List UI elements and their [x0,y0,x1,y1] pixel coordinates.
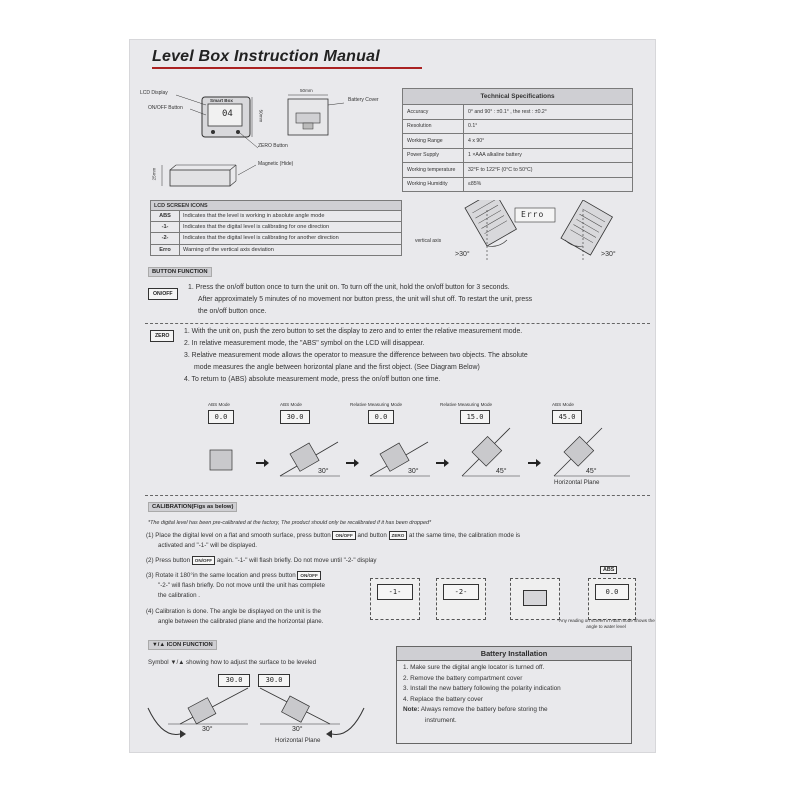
icon-function-angle: 30° [202,726,213,733]
device-front-diagram [140,85,379,195]
onoff-text: 1. Press the on/off button once to turn the unit on. To turn off the unit, hold the on/off button for 3 seconds. [188,284,510,291]
mode-angle: 30° [318,468,329,475]
zero-button-label: ZERO Button [258,143,288,149]
mode-label: ABS Mode [208,402,230,407]
spec-label: Working Humidity [403,177,464,192]
calibration-step-2: (2) Press button ON/OFF again. "-1-" will flash briefly. Do not move until "-2-" display [146,557,377,564]
erro-screen-text: Erro [521,210,545,219]
spec-value: 0.1° [464,119,633,134]
calibration-step-1b: activated and "-1-" will be displayed. [158,542,257,549]
horizontal-plane-label: Horizontal Plane [554,479,600,486]
calibration-screen: -2- [443,584,479,600]
battery-step: 3. Install the new battery following the polarity indication [403,685,561,693]
lcd-icon-text: Warning of the vertical axis deviation [180,244,402,255]
title-underline [152,67,422,69]
lcd-icon-text: Indicates that the digital level is calibrating for one direction [180,222,402,233]
manual-title: Level Box Instruction Manual [152,48,380,65]
onoff-text-2: After approximately 5 minutes of no movement nor button press, the unit will shut off. To restart the unit, press [198,296,533,303]
calibration-figure-4 [588,578,636,620]
tech-specs [402,88,633,192]
icon-function-title: ▼/▲ ICON FUNCTION [148,640,217,650]
mode-label: Relative Measuring Mode [440,402,493,407]
spec-label: Working temperature [403,163,464,178]
dim-top-label: 50mm [300,88,313,93]
battery-note-2: instrument. [425,716,457,724]
calibration-figure-1 [370,578,420,620]
battery-note: Note: Always remove the battery before storing the [403,706,548,714]
icon-function-reading: 30.0 [218,674,250,687]
zero-item: 3. Relative measurement mode allows the operator to measure the difference between two objects. The absolute [184,352,528,359]
onoff-text-3: the on/off button once. [198,308,267,315]
calibration-step-4: (4) Calibration is done. The angle be displayed on the unit is the [146,608,321,615]
lcd-icon-text: Indicates that the level is working in absolute angle mode [180,211,402,222]
manual-sheet [130,40,655,752]
mode-label: Relative Measuring Mode [350,402,403,407]
magnetic-label: Magnetic (Hide) [258,161,294,167]
dim-side-label: 50mm [258,109,264,123]
spec-row [403,119,633,134]
section-divider [145,323,650,324]
lcd-icon: Erro [151,244,180,255]
erro-angle-left: >30° [455,251,470,258]
lcd-icon: ABS [151,211,180,222]
mode-angle: 45° [496,468,507,475]
dim-depth-label: 25mm [151,167,157,181]
calibration-title: CALIBRATION(Figs as below) [148,502,237,512]
battery-cover-label: Battery Cover [348,97,379,103]
onoff-inline-button: ON/OFF [332,531,355,540]
zero-item: 2. In relative measurement mode, the "ABS" symbol on the LCD will disappear. [184,340,425,347]
zero-item: mode measures the angle between horizontal plane and the first object. (See Diagram Below) [194,364,480,371]
device-front-drawing [140,85,350,195]
calibration-figure-2 [436,578,486,620]
battery-step: 1. Make sure the digital angle locator is turned off. [403,664,545,671]
icon-function-reading: 30.0 [258,674,290,687]
battery-title: Battery Installation [397,647,631,661]
battery-step: 4. Replace the battery cover [403,695,483,703]
zero-inline-button: ZERO [389,531,408,540]
spec-row [403,177,633,192]
erro-diagram [415,200,645,270]
lcd-icon: -1- [151,222,180,233]
onoff-button-icon: ON/OFF [148,288,178,300]
icon-function-diagram [140,668,375,748]
mode-reading: 0.0 [208,410,234,424]
calibration-step-3: (3) Rotate it 180°in the same location and press button ON/OFF [146,571,386,581]
lcd-icon: -2- [151,233,180,244]
onoff-inline-button: ON/OFF [297,571,320,580]
icon-function-horizontal-plane: Horizontal Plane [275,737,321,744]
button-function-title: BUTTON FUNCTION [148,267,212,277]
device-brand: Smart Box [210,98,233,103]
spec-label: Resolution [403,119,464,134]
calibration-note: *The digital level has been pre-calibrated at the factory, The product should only be recalibrated if it has been dropped* [148,520,432,526]
calibration-step-4b: angle between the calibrated plane and the horizontal plane. [158,618,324,625]
spec-value: 4 x 90° [464,134,633,149]
vertical-axis-label: vertical axis [415,238,442,244]
onoff-inline-button: ON/OFF [192,556,215,565]
erro-angle-right: >30° [601,251,616,258]
mode-angle: 45° [586,468,597,475]
battery-side-view [523,590,547,606]
mode-reading: 0.0 [368,410,394,424]
spec-row [403,148,633,163]
lcd-icons-table [150,200,402,256]
spec-label: Working Range [403,134,464,149]
lcd-icon-text: Indicates that the digital level is calibrating for another direction [180,233,402,244]
spec-label: Accuracy [403,105,464,120]
icon-function-angle: 30° [292,726,303,733]
spec-row [403,105,633,120]
icon-function-text: Symbol ▼/▲ showing how to adjust the surface to be leveled [148,659,317,666]
spec-label: Power Supply [403,148,464,163]
calibration-step-3b: "-2-" will flash briefly. Do not move until the unit has complete [158,582,325,589]
mode-reading: 15.0 [460,410,490,424]
zero-button-icon: ZERO [150,330,174,342]
calibration-figure-3 [510,578,560,620]
zero-item: 1. With the unit on, push the zero button to set the display to zero and to enter the relative measurement mode. [184,328,523,335]
spec-row [403,163,633,178]
abs-tag: ABS [600,566,617,574]
lcd-icons-title: LCD SCREEN ICONS [151,201,402,211]
mode-angle: 30° [408,468,419,475]
calibration-screen: -1- [377,584,413,600]
spec-value: 0° and 90° : ±0.1° , the rest : ±0.2° [464,105,633,120]
calibration-screen: 0.0 [595,584,629,600]
calibration-step-3c: the calibration . [158,592,200,599]
calibration-side-note: *Any reading on screen in ABS mode shows the angle to water level [557,618,655,629]
spec-value: 1 ×AAA alkaline battery [464,148,633,163]
mode-reading: 45.0 [552,410,582,424]
spec-value: 32°F to 122°F (0°C to 50°C) [464,163,633,178]
section-divider [145,495,650,496]
mode-diagram [190,398,650,493]
mode-reading: 30.0 [280,410,310,424]
onoff-button-label: ON/OFF Button [148,105,183,111]
device-reading: 04 [222,109,233,119]
battery-installation [396,646,632,744]
mode-label: ABS Mode [552,402,574,407]
spec-value: ≤85% [464,177,633,192]
calibration-step-1: (1) Place the digital level on a flat and smooth surface, press button ON/OFF and button ZERO at the same time, the calibration mode is [146,532,521,539]
spec-row [403,134,633,149]
mode-label: ABS Mode [280,402,302,407]
lcd-display-label: LCD Display [140,90,168,96]
zero-item: 4. To return to (ABS) absolute measurement mode, press the on/off button one time. [184,376,441,383]
battery-step: 2. Remove the battery compartment cover [403,674,523,682]
tech-specs-title: Technical Specifications [403,89,633,105]
